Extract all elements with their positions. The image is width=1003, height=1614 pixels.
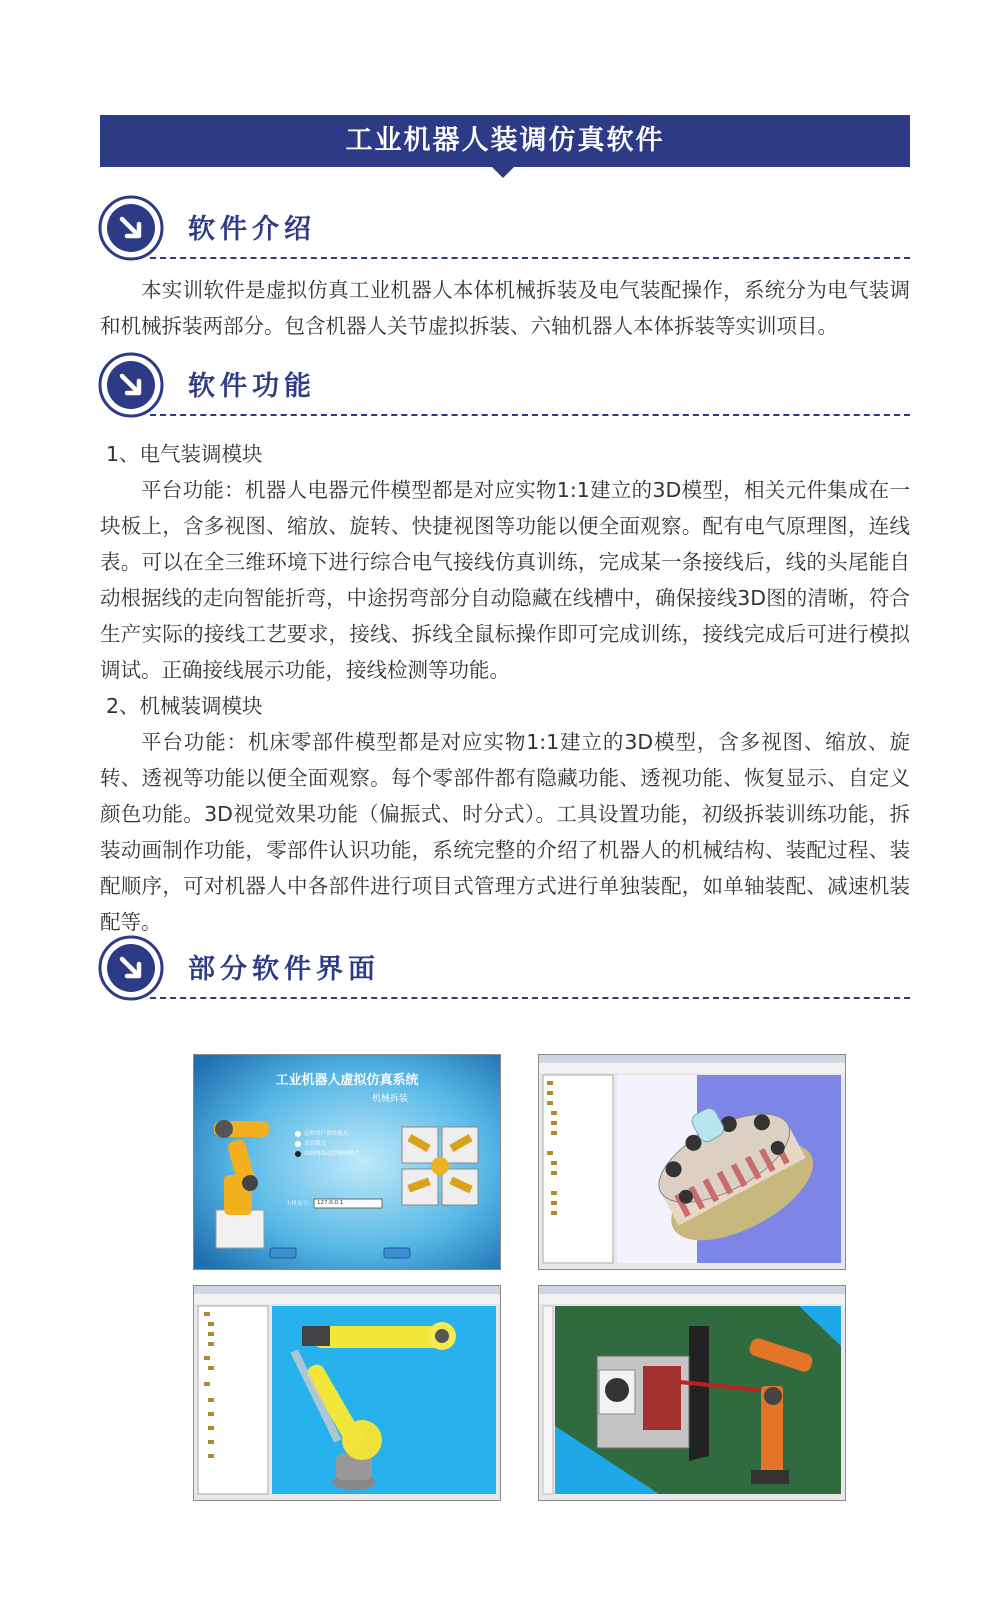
- login-options: [304, 1129, 359, 1159]
- dashed-divider: [150, 414, 910, 416]
- joint-disassembly-art: [539, 1055, 845, 1269]
- screenshot-robot-arm: [193, 1285, 501, 1501]
- section-header-intro: [98, 195, 910, 265]
- dashed-divider: [150, 257, 910, 259]
- screenshot-login: [193, 1054, 501, 1270]
- module2-paragraph: 平台功能：机床零部件模型都是对应实物1:1建立的3D模型，含多视图、缩放、旋转、透视等功能以便全面观察。每个零部件都有隐藏功能、透视功能、恢复显示、自定义颜色功能。3D视觉效果功能（偏振式、时分式）。工具设置功能，初级拆装训练功能，拆装动画制作功能，零部件认识功能，系统完整的介绍了机器人的机械结构、装配过程、装配顺序，可对机器人中各部件进行项目式管理方式进行单独装配，如单轴装配、减速机装配等。: [100, 730, 910, 934]
- login-option: 远程用户训练模式: [304, 1131, 349, 1137]
- electrical-wiring-art: [539, 1286, 845, 1500]
- module2-heading: 2、机械装调模块: [106, 694, 263, 718]
- login-subtitle: 机械拆装: [372, 1094, 409, 1104]
- screenshot-joint-disassembly: [538, 1054, 846, 1270]
- screenshot-electrical-wiring: [538, 1285, 846, 1501]
- module1-paragraph: 平台功能：机器人电器元件模型都是对应实物1:1建立的3D模型，相关元件集成在一块板上，含多视图、缩放、旋转、快捷视图等功能以便全面观察。配有电气原理图，连线表。可以在全三维环境下进行综合电气接线仿真训练，完成某一条接线后，线的头尾能自动根据线的走向智能折弯，中途拐弯部分自动隐藏在线槽中，确保接线3D图的清晰，符合生产实际的接线工艺要求，接线、拆线全鼠标操作即可完成训练，接线完成后可进行模拟调试。正确接线展示功能，接线检测等功能。: [100, 478, 910, 682]
- section-title: 软件功能: [188, 371, 316, 402]
- host-label: 主机名字:: [286, 1201, 310, 1207]
- section-header-screens: [98, 935, 910, 1005]
- arrow-down-right-icon: [98, 195, 164, 261]
- login-title: 工业机器人虚拟仿真系统: [275, 1073, 419, 1088]
- page-title: 工业机器人装调仿真软件: [345, 125, 665, 156]
- robot-arm-art: [194, 1286, 500, 1500]
- arrow-down-right-icon: [98, 935, 164, 1001]
- intro-paragraph: 本实训软件是虚拟仿真工业机器人本体机械拆装及电气装配操作，系统分为电气装调和机械拆装两部分。包含机器人关节虚拟拆装、六轴机器人本体拆装等实训项目。: [100, 278, 910, 338]
- section-header-features: [98, 352, 910, 422]
- page-title-banner: [100, 115, 910, 167]
- section-title: 软件介绍: [188, 214, 316, 245]
- dashed-divider: [150, 997, 910, 999]
- section-title: 部分软件界面: [188, 954, 380, 985]
- login-option: 评估模式: [304, 1141, 327, 1147]
- module1-heading: 1、电气装调模块: [106, 442, 263, 466]
- arrow-down-right-icon: [98, 352, 164, 418]
- banner-notch: [491, 166, 515, 178]
- login-option: 局域网络远程训练模式: [304, 1151, 360, 1157]
- host-value: 127.0.0.1: [317, 1200, 344, 1206]
